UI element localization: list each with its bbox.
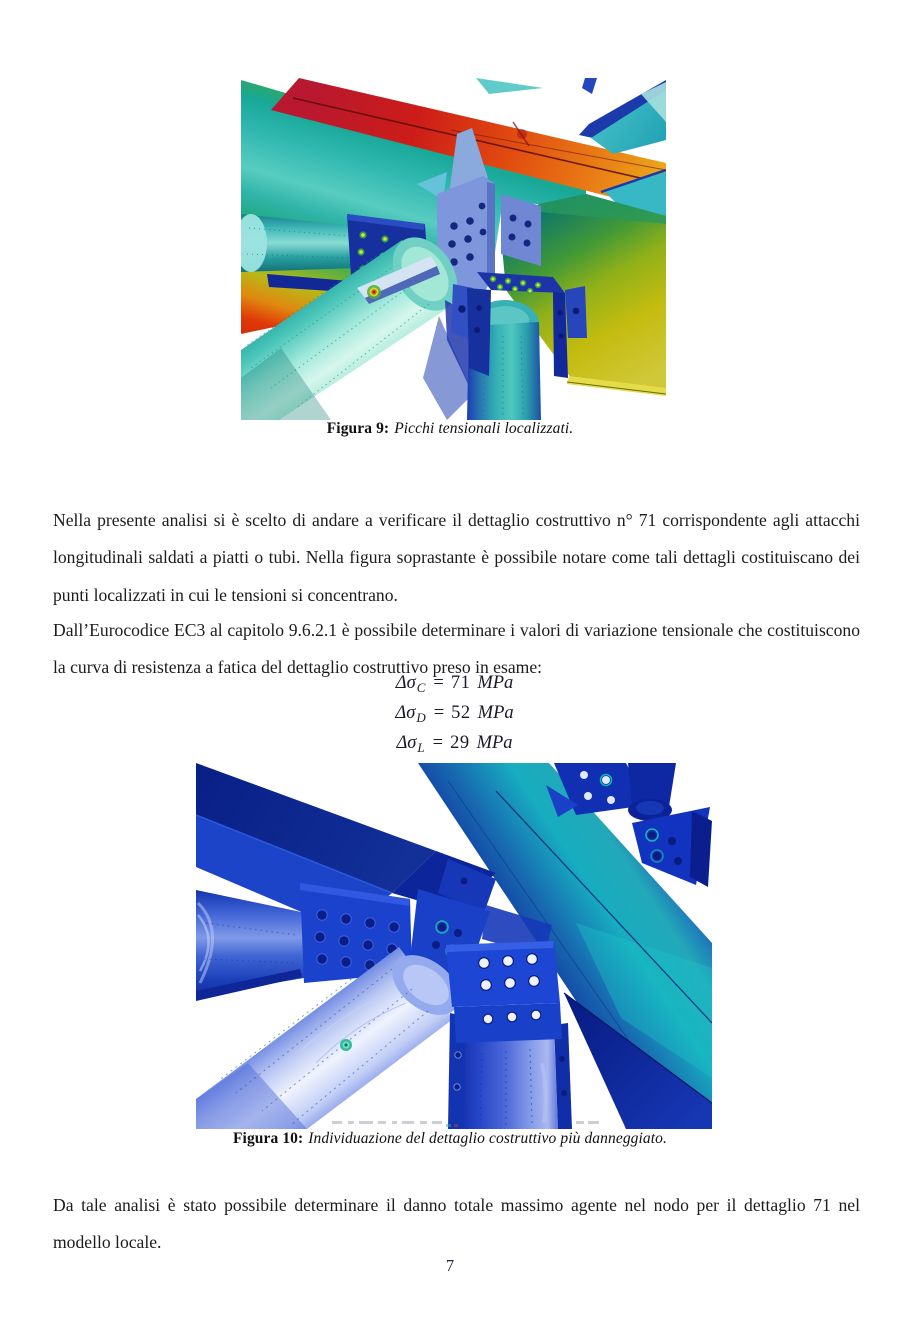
fatigue-formulas xyxy=(0,668,900,758)
figure-10-image xyxy=(196,763,712,1129)
formula-subscript: D xyxy=(416,710,426,725)
formula-subscript: L xyxy=(417,740,425,755)
stress-peaks-plot xyxy=(241,78,666,420)
figure-10-caption xyxy=(0,1130,900,1148)
equals-sign: = xyxy=(433,672,444,693)
formula-delta-sigma-d xyxy=(9,698,900,728)
figure-10-caption-label: Figura 10: xyxy=(232,1130,304,1147)
page-number: 7 xyxy=(445,1256,455,1275)
paragraph-2: Dall’Eurocodice EC3 al capitolo 9.6.2.1 è possibile determinare i valori di variazione tensionale che costituiscono la curva di resistenza a fatica del dettaglio costruttivo preso in esame: xyxy=(53,619,860,678)
formula-unit: MPa xyxy=(477,702,514,723)
formula-delta-sigma-l xyxy=(9,728,900,758)
figure-9-caption-label: Figura 9: xyxy=(326,420,390,437)
formula-symbol: Δσ xyxy=(395,702,416,723)
paragraph-1: Nella presente analisi si è scelto di andare a verificare il dettaglio costruttivo n° 71 corrispondente agli attacchi longitudinali saldati a piatti o tubi. Nella figura soprastante è possibile notare come tali dettagli costituiscano dei punti localizzati in cui le tensioni si concentrano. xyxy=(53,509,860,605)
formula-value: 52 xyxy=(451,702,471,723)
formula-value: 71 xyxy=(450,672,471,693)
figure-9-caption-text: Picchi tensionali localizzati. xyxy=(394,420,574,437)
formula-unit: MPa xyxy=(477,672,514,693)
formula-value: 29 xyxy=(450,732,470,753)
formula-delta-sigma-c xyxy=(9,668,900,698)
damage-plot xyxy=(196,763,712,1129)
formula-symbol: Δσ xyxy=(395,672,416,693)
formula-symbol: Δσ xyxy=(396,732,417,753)
figure-9-caption xyxy=(0,420,900,438)
paragraph-3: Da tale analisi è stato possibile determinare il danno totale massimo agente nel nodo per il dettaglio 71 nel modello locale. xyxy=(53,1194,860,1253)
figure-10-caption-text: Individuazione del dettaglio costruttivo più danneggiato. xyxy=(308,1130,668,1147)
figure-9-image xyxy=(241,78,666,420)
equals-sign: = xyxy=(433,702,445,723)
equals-sign: = xyxy=(432,732,444,753)
formula-subscript: C xyxy=(416,680,426,695)
formula-unit: MPa xyxy=(476,732,513,753)
